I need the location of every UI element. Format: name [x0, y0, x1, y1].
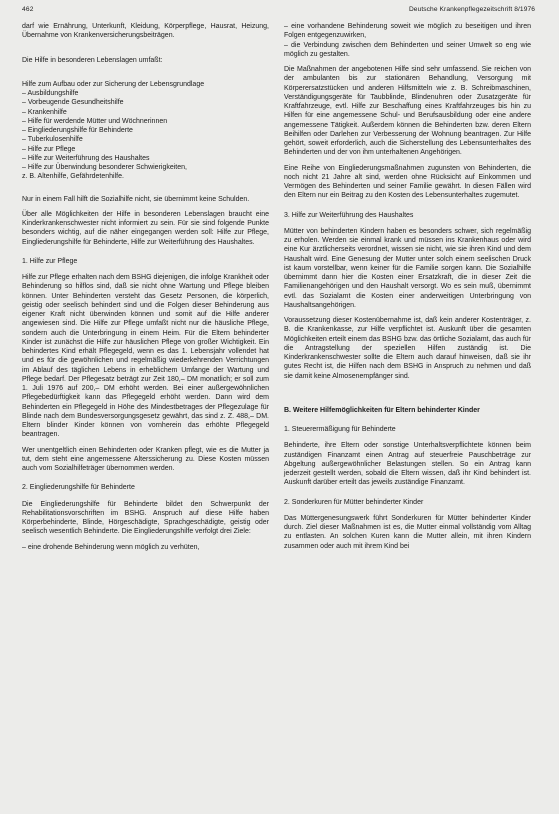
paragraph: – eine vorhandene Behinderung soweit wie möglich zu beseitigen und ihren Folgen entgegenzuwirken,	[284, 23, 531, 40]
list-item: – Hilfe für werdende Mütter und Wöchnerinnen	[22, 117, 168, 125]
paragraph: – eine drohende Behinderung wenn möglich zu verhüten,	[22, 543, 200, 551]
section-heading: 1. Hilfe zur Pflege	[22, 257, 78, 265]
list-item: – Eingliederungshilfe für Behinderte	[22, 127, 133, 134]
paragraph: Voraussetzung dieser Kostenübernahme ist, daß kein anderer Kostenträger, z. B. die Krankenkasse, zur Hilfe verpflichtet ist. Auskunft über die gesamten Möglichkeiten erteilt einem das BSHG bzw. das örtliche Sozialamt, das auch für die Antragstellung der speziellen Hilfen zuständig ist. Die Kinderkrankenschwester sollte die Eltern auch darauf hinweisen, daß sie ihr gutes Recht ist, die Hilfen nach dem BSHG in Anspruch zu nehmen und daß sie damit keine Almosenempfänger sind.	[284, 317, 531, 380]
section-heading: 3. Hilfe zur Weiterführung des Haushaltes	[284, 211, 414, 219]
left-column	[22, 22, 269, 558]
spacer	[22, 71, 269, 80]
paragraph: Behinderte, ihre Eltern oder sonstige Unterhaltsverpflichtete können beim zuständigen Finanzamt einen Antrag auf steuerfreie Pauschbeträge zur Abgeltung außergewöhnlicher Belastungen stellen. So ein Antrag kann jederzeit gestellt werden, sobald die Eltern wissen, daß ihr Kind behindert ist. Auskunft darüber erteilt das jeweils zuständige Finanzamt.	[284, 442, 531, 487]
right-column	[284, 22, 531, 557]
journal-header: Deutsche Krankenpflegezeitschrift 8/1976	[408, 6, 535, 13]
list-item: – Tuberkulosenhilfe	[22, 136, 83, 144]
list-intro: Hilfe zum Aufbau oder zur Sicherung der Lebensgrundlage	[22, 80, 205, 88]
list-item: – Hilfe zur Weiterführung des Haushaltes	[22, 154, 150, 162]
paragraph: Die Hilfe in besonderen Lebenslagen umfaßt:	[22, 56, 163, 64]
paragraph: Die Eingliederungshilfe für Behinderte bildet den Schwerpunkt der Rehabilitationsvorschriften im BSHG. Anspruch auf diese Hilfe haben Körperbehinderte, Blinde, Hörgeschädigte, Sprachgeschädigte, geistig oder seelisch wesentlich Behinderte. Die Eingliederungshilfe verfolgt drei Ziele:	[22, 500, 269, 536]
list-item: – Vorbeugende Gesundheitshilfe	[22, 99, 124, 107]
list-item: – Hilfe zur Überwindung besonderer Schwierigkeiten,	[22, 164, 187, 171]
paragraph: Nur in einem Fall hilft die Sozialhilfe nicht, sie übernimmt keine Schulden.	[22, 195, 250, 203]
paragraph: Eine Reihe von Eingliederungsmaßnahmen zugunsten von Behinderten, die noch nicht 21 Jahre alt sind, werden ohne Rücksicht auf Einkommen und Vermögen des Behinderten und seiner Familie gewährt. In diesen Fällen wird den Eltern nur ein Beitrag zu den Kosten des Lebensunterhaltes zugemutet.	[284, 164, 531, 200]
paragraph: darf wie Ernährung, Unterkunft, Kleidung, Körperpflege, Hausrat, Heizung, Übernahme von Krankenversicherungsbeiträgen.	[22, 23, 269, 40]
list-item: – Krankenhilfe	[22, 108, 67, 116]
page-number: 462	[22, 6, 34, 13]
section-heading: 2. Eingliederungshilfe für Behinderte	[22, 484, 135, 492]
paragraph: Über alle Möglichkeiten der Hilfe in besonderen Lebenslagen braucht eine Kinderkrankenschwester nicht informiert zu sein. Für sie sind folgende Punkte besonders wichtig, auf die näher eingegangen werden soll: Hilfe zur Pflege, Eingliederungshilfe für Behinderte, Hilfe zur Weiterführung des Haushaltes.	[22, 210, 269, 246]
paragraph: – die Verbindung zwischen dem Behinderten und seiner Umwelt so eng wie möglich zu gestalten.	[284, 41, 531, 58]
list-item: – Hilfe zur Pflege	[22, 145, 76, 153]
chapter-heading: B. Weitere Hilfemöglichkeiten für Eltern behinderter Kinder	[284, 406, 480, 414]
section-heading: 2. Sonderkuren für Mütter behinderter Kinder	[284, 498, 424, 506]
list-item: z. B. Altenhilfe, Gefährdetenhilfe.	[22, 173, 124, 181]
paragraph: Hilfe zur Pflege erhalten nach dem BSHG diejenigen, die infolge Krankheit oder Behinderung so hilflos sind, daß sie nicht ohne Wartung und Pflege bleiben können. Unter Behinderten versteht das Gesetz Personen, die körperlich, geistig oder seelisch behindert sind und die Folgen dieser Behinderung aus eigener Kraft nicht überwinden können und somit auf die Hilfe anderer angewiesen sind. Die Hilfe zur Pflege umfaßt nicht nur die häusliche Pflege, sondern auch die Unterbringung in einem Heim. Für die Eltern behinderter Kinder ist zunächst die Hilfe zur häuslichen Pflege von großer Wichtigkeit. Ein behindertes Kind erhält Pflegegeld, wenn es das 1. Lebensjahr vollendet hat und es für die gewöhnlichen und regelmäßig wiederkehrenden Verrichtungen im Ablauf des täglichen Lebens in erheblichem Umfange der Wartung und Pflege bedarf. Der Pflegesatz beträgt zur Zeit 180,– DM monatlich; er soll zum 1. Juli 1976 auf 200,– DM erhöht werden. Bei einer außergewöhnlichen Pflegebedürftigkeit kann das Pflegegeld erhöht werden. Dann wird dem Behinderten ein Pflegegeld in Höhe des Mindestbetrages der Pflegezulage für Blinde nach dem Bundesversorgungsgesetz gewährt, das sind z. Z. 488,– DM. Eltern blinder Kinder können von vornherein das erhöhte Pflegegeld beantragen.	[22, 274, 269, 439]
section-heading: 1. Steuerermäßigung für Behinderte	[284, 426, 396, 433]
paragraph: Das Müttergenesungswerk führt Sonderkuren für Mütter behinderter Kinder durch. Ziel dieser Maßnahmen ist es, die Mutter einmal vollständig vom Alltag zu entlasten. An solchen Kuren kann die Mutter allein, mit ihren Kindern zusammen oder auch mit ihrem Kind bei	[284, 514, 531, 550]
spacer	[22, 47, 269, 56]
list-item: – Ausbildungshilfe	[22, 90, 79, 97]
benefit-list	[22, 89, 269, 182]
paragraph: Mütter von behinderten Kindern haben es besonders schwer, sich regelmäßig zu erholen. Werden sie einmal krank und müssen ins Krankenhaus oder wird eine Kur ärztlicherseits verordnet, wissen sie nicht, wie sie ihren Kind und dem Haushalt wird. Eine Genesung der Mutter unter solch einem seelischen Druck ist kaum vorstellbar, wenn keiner für die Familie sorgen kann. Die Sozialhilfe übernimmt dann hier die Kosten einer Ersatzkraft, die in dieser Zeit die Familienangehörigen und den Haushalt versorgt. Wo es sein muß, übernimmt evtl. das Sozialamt die Kosten einer anderweitigen Unterbringung von Haushaltsangehörigen.	[284, 227, 531, 309]
spacer	[284, 387, 531, 396]
paragraph: Wer unentgeltlich einen Behinderten oder Kranken pflegt, wie es die Mutter ja tut, dem steht eine angemessene Alterssicherung zu. Diese Kosten müssen auch vom Sozialhilfeträger übernommen werden.	[22, 446, 269, 472]
spacer	[22, 186, 269, 195]
paragraph: Die Maßnahmen der angebotenen Hilfe sind sehr umfassend. Sie reichen von der ambulanten bis zur stationären Behandlung, Versorgung mit Körperersatzstücken und anderen Hilfsmitteln wie z. B. Schreibmaschinen, Verständigungsgeräte für Taubblinde, Blindenuhren oder Zusatzgeräte für Kraftfahrzeuge, evtl. Hilfe zur Beschaffung eines Kraftfahrzeuges bis hin zu Hilfen für eine angemessene Schul- und Berufsausbildung oder eine andere angemessene Tätigkeit. Außerdem können die Behinderten bzw. deren Eltern Beihilfen oder Darlehen zur Verbesserung der Wohnung beantragen. Zur Hilfe gehört, soweit erforderlich, auch die Sicherstellung des Lebensunterhaltes des Behinderten und der von ihm unterhaltenen Angehörigen.	[284, 66, 531, 157]
